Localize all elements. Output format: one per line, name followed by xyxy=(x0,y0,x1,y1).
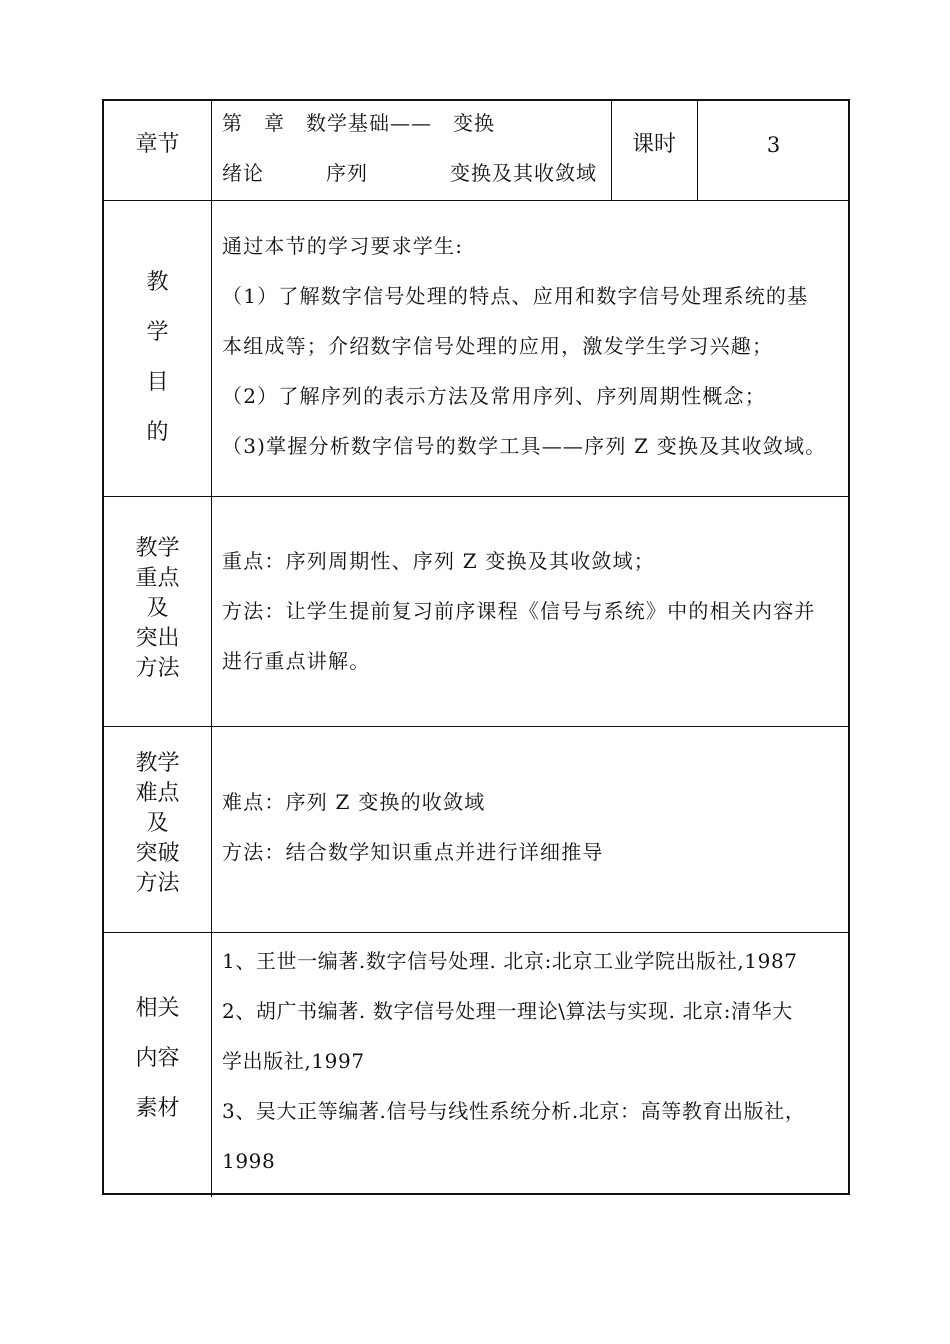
difficulties-line: 方法：结合数学知识重点并进行详细推导 xyxy=(222,840,604,864)
difficulties-content xyxy=(222,777,604,877)
difficulties-label: 教学 难点 及 突破 方法 xyxy=(135,751,180,896)
key-points-content xyxy=(222,536,816,686)
objectives-line: （1）了解数字信号处理的特点、应用和数字信号处理系统的基 xyxy=(222,284,809,308)
materials-line: 1、王世一编著.数字信号处理. 北京:北京工业学院出版社,1987 xyxy=(222,949,798,973)
key-points-label: 教学 重点 及 突出 方法 xyxy=(135,536,180,681)
label-column-divider xyxy=(211,101,212,1197)
key-points-line: 进行重点讲解。 xyxy=(222,649,371,673)
row-divider-1 xyxy=(104,200,848,201)
chapter-section-transform: 变换及其收敛域 xyxy=(450,161,597,185)
materials-line: 3、吴大正等编著.信号与线性系统分析.北京：高等教育出版社， xyxy=(222,1099,806,1123)
hours-label: 课时 xyxy=(631,132,676,157)
key-points-line: 重点：序列周期性、序列 Z 变换及其收敛域； xyxy=(222,549,656,573)
row-divider-2 xyxy=(104,496,848,497)
materials-content xyxy=(222,936,805,1186)
objectives-label: 教 学 目 的 xyxy=(146,270,169,445)
row-divider-3 xyxy=(104,726,848,727)
lesson-plan-table xyxy=(102,99,850,1195)
materials-line: 2、胡广书编著. 数字信号处理一理论\算法与实现. 北京:清华大 xyxy=(222,999,793,1023)
objectives-line: （3)掌握分析数字信号的数学工具——序列 Z 变换及其收敛域。 xyxy=(222,434,827,458)
materials-label: 相关 内容 素材 xyxy=(135,996,180,1121)
hours-value: 3 xyxy=(766,133,781,157)
materials-line: 1998 xyxy=(222,1149,276,1173)
chapter-title: 第 章 数学基础—— 变换 xyxy=(222,111,495,135)
objectives-line: 通过本节的学习要求学生: xyxy=(222,234,464,258)
row-divider-4 xyxy=(104,932,848,933)
chapter-section-sequence: 序列 xyxy=(326,161,368,185)
difficulties-line: 难点：序列 Z 变换的收敛域 xyxy=(222,790,486,814)
objectives-line: （2）了解序列的表示方法及常用序列、序列周期性概念； xyxy=(222,384,766,408)
chapter-section-intro: 绪论 xyxy=(222,161,264,185)
materials-line: 学出版社,1997 xyxy=(222,1049,365,1073)
chapter-label: 章节 xyxy=(135,132,180,157)
key-points-line: 方法：让学生提前复习前序课程《信号与系统》中的相关内容并 xyxy=(222,599,816,623)
objectives-line: 本组成等；介绍数字信号处理的应用，激发学生学习兴趣； xyxy=(222,334,774,358)
objectives-content xyxy=(222,221,826,471)
